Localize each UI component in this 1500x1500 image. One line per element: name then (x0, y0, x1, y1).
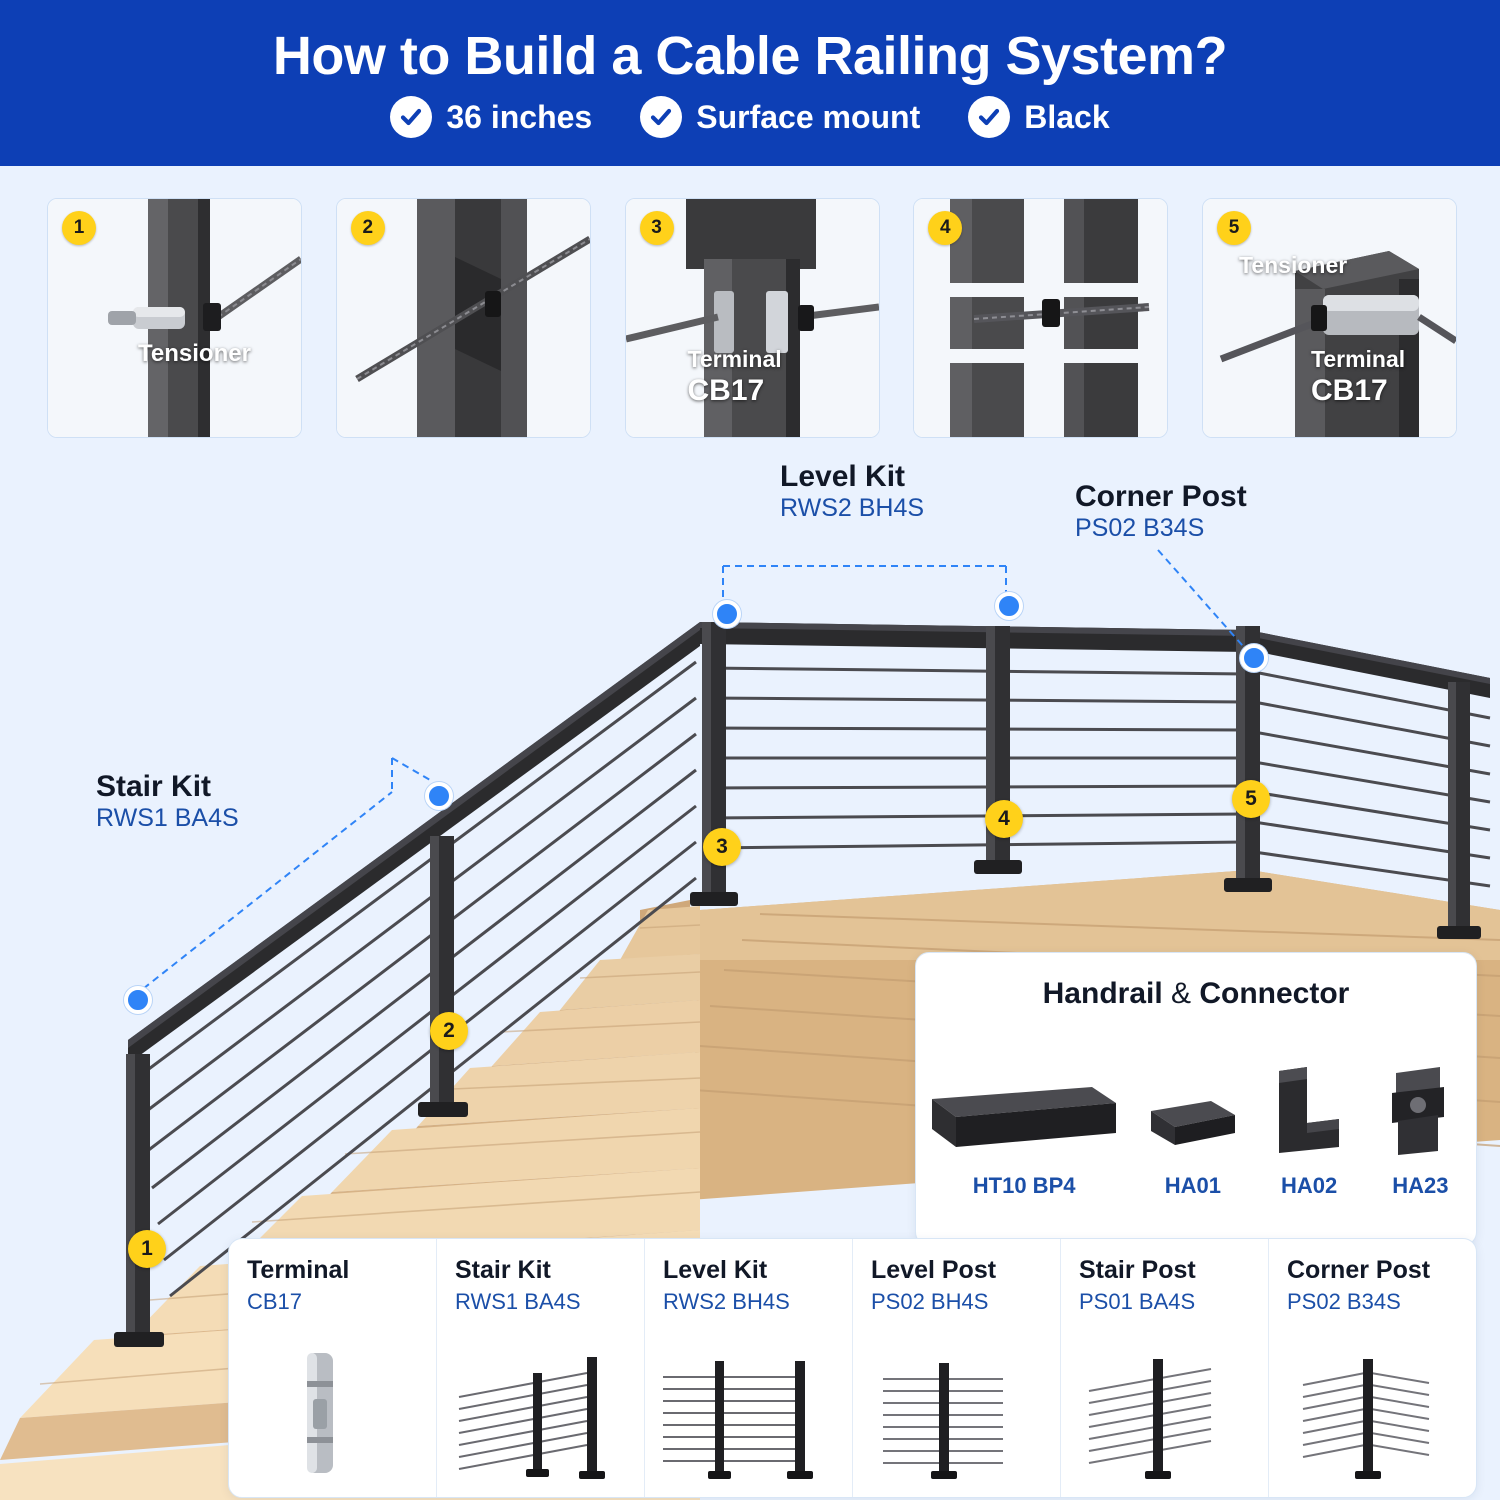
handrail-item (1254, 1063, 1364, 1159)
step-caption: Tensioner (138, 340, 251, 367)
panel-title-main: Handrail (1042, 977, 1163, 1010)
part-name: Terminal (247, 1256, 350, 1284)
level-post-icon (853, 1339, 1048, 1489)
anchor-dot (1240, 644, 1268, 672)
panel-title-amp: & (1162, 977, 1200, 1010)
part-column-level-kit (644, 1239, 852, 1497)
panel-title-rest: Connector (1199, 977, 1350, 1010)
scene-marker-3[interactable]: 3 (703, 828, 741, 866)
step-caption-code: CB17 (687, 374, 765, 407)
anchor-dot (713, 600, 741, 628)
step-card-1[interactable] (47, 198, 302, 438)
railing-scene (0, 440, 1500, 1500)
step-number-badge: 5 (1217, 211, 1251, 245)
angle-bracket-icon (1267, 1063, 1351, 1159)
feature-label: Surface mount (696, 98, 921, 135)
part-column-terminal (229, 1239, 436, 1497)
callout-title: Stair Kit (96, 770, 212, 803)
scene-marker-1[interactable]: 1 (128, 1230, 166, 1268)
stair-kit-icon (437, 1339, 647, 1489)
page-title: How to Build a Cable Railing System? (272, 25, 1228, 86)
check-icon (968, 96, 1010, 138)
part-code: RWS2 BH4S (663, 1288, 790, 1314)
terminal-icon (229, 1339, 409, 1489)
part-code: PS02 BH4S (871, 1288, 989, 1314)
callout-code: RWS1 BA4S (96, 804, 239, 832)
part-column-corner-post (1268, 1239, 1476, 1497)
feature-item (968, 96, 1109, 138)
step-number-badge: 4 (928, 211, 962, 245)
part-code: CB17 (247, 1288, 303, 1314)
anchor-dot (995, 592, 1023, 620)
part-name: Level Kit (663, 1256, 768, 1284)
callout-code: RWS2 BH4S (780, 494, 925, 522)
part-code: RWS1 BA4S (455, 1288, 581, 1314)
scene-marker-2[interactable]: 2 (430, 1012, 468, 1050)
part-name: Level Post (871, 1256, 997, 1284)
part-column-level-post (852, 1239, 1060, 1497)
handrail-code: HT10 BP4 (972, 1173, 1076, 1198)
check-icon (390, 96, 432, 138)
part-column-stair-post (1060, 1239, 1268, 1497)
panel-title (916, 977, 1476, 1011)
step-number-badge: 2 (351, 211, 385, 245)
stair-post-icon (1061, 1339, 1256, 1489)
swivel-connector-icon (1378, 1063, 1462, 1159)
handrail-item-row (916, 1023, 1476, 1159)
page-header (0, 0, 1500, 166)
step-caption: Tensioner (1239, 252, 1348, 278)
parts-panel (228, 1238, 1477, 1498)
callout-corner-post (1075, 480, 1247, 544)
handrail-code: HA01 (1164, 1173, 1221, 1198)
scene-marker-4[interactable]: 4 (985, 800, 1023, 838)
handrail-code: HA23 (1392, 1173, 1449, 1198)
part-name: Stair Kit (455, 1256, 551, 1284)
feature-item (640, 96, 920, 138)
part-code: PS02 B34S (1287, 1288, 1401, 1314)
anchor-dot (425, 782, 453, 810)
level-kit-icon (645, 1339, 855, 1489)
flat-block-icon (1145, 1089, 1241, 1159)
part-name: Stair Post (1079, 1256, 1196, 1284)
step-number-badge: 3 (640, 211, 674, 245)
part-column-stair-kit (436, 1239, 644, 1497)
step-number-badge: 1 (62, 211, 96, 245)
handrail-label-row (916, 1173, 1476, 1199)
callout-title: Level Kit (780, 460, 906, 493)
feature-item (390, 96, 592, 138)
step-card-2[interactable] (336, 198, 591, 438)
handrail-connector-panel (915, 952, 1477, 1246)
check-icon (640, 96, 682, 138)
feature-label: 36 inches (446, 98, 593, 135)
step-card-4[interactable] (913, 198, 1168, 438)
parts-grid (229, 1239, 1476, 1497)
callout-title: Corner Post (1075, 480, 1247, 513)
callout-stair-kit (96, 770, 239, 834)
handrail-item (917, 1069, 1132, 1159)
step-card-5[interactable] (1202, 198, 1457, 438)
part-name: Corner Post (1287, 1256, 1431, 1284)
step-caption: Terminal (687, 346, 782, 372)
feature-label: Black (1024, 98, 1110, 135)
long-rail-icon (924, 1069, 1124, 1159)
handrail-code: HA02 (1281, 1173, 1338, 1198)
callout-code: PS02 B34S (1075, 514, 1205, 542)
step-caption: Terminal (1311, 346, 1406, 372)
assembly-steps (47, 198, 1457, 438)
part-code: PS01 BA4S (1079, 1288, 1196, 1314)
handrail-item (1365, 1063, 1475, 1159)
handrail-item (1133, 1089, 1253, 1159)
step-card-3[interactable] (625, 198, 880, 438)
scene-marker-5[interactable]: 5 (1232, 780, 1270, 818)
anchor-dot (124, 986, 152, 1014)
callout-level-kit (780, 460, 924, 524)
header-feature-list (390, 96, 1109, 138)
step-caption-code: CB17 (1311, 374, 1388, 407)
corner-post-icon (1269, 1339, 1464, 1489)
